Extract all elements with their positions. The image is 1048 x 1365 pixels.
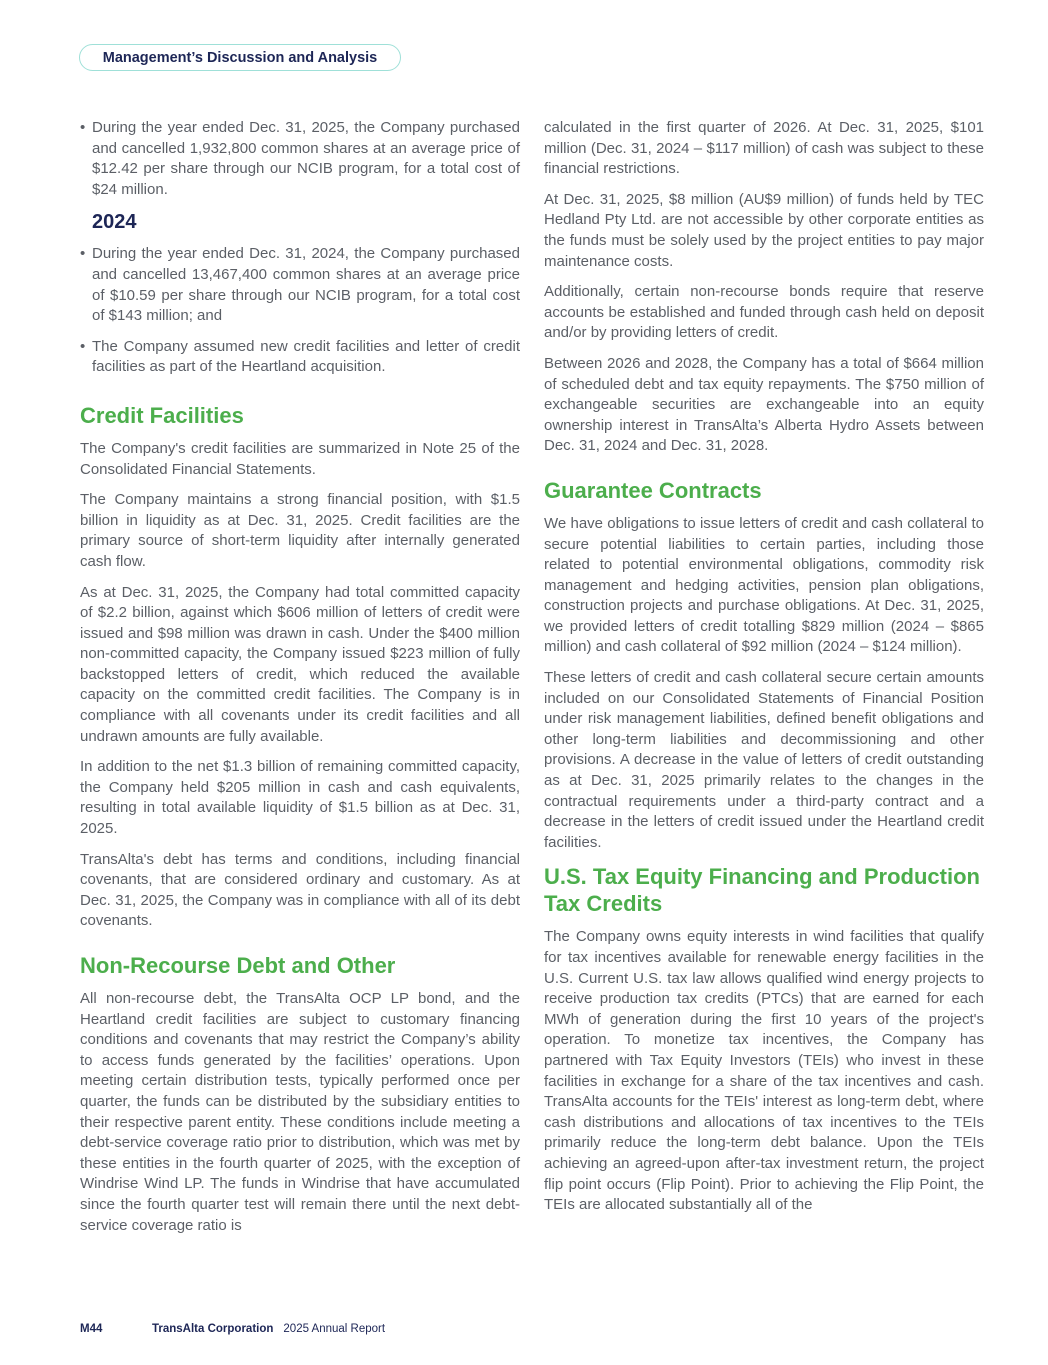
- left-column: [80, 118, 520, 1246]
- paragraph: The Company maintains a strong financial position, with $1.5 billion in liquidity as at Dec. 31, 2025. Credit facilities are the primary source of short-term liquidity after internally generated cash flow.: [80, 491, 520, 570]
- heading-guarantee-contracts: Guarantee Contracts: [544, 477, 762, 503]
- report-title: 2025 Annual Report: [283, 1323, 386, 1335]
- paragraph: At Dec. 31, 2025, $8 million (AU$9 million) of funds held by TEC Hedland Pty Ltd. are not accessible by other corporate entities as the funds must be solely used by the project entities to pay major maintenance costs.: [544, 190, 984, 270]
- right-column: [544, 118, 984, 1226]
- company-name: TransAlta Corporation: [152, 1323, 274, 1335]
- section-label: Management’s Discussion and Analysis: [79, 44, 401, 71]
- paragraph: Between 2026 and 2028, the Company has a total of $664 million of scheduled debt and tax equity repayments. The $750 million of exchangeable securities are exchangeable into an equity ownership interest in TransAlta’s Alberta Hydro Assets between Dec. 31, 2024 and Dec. 31, 2028.: [544, 354, 984, 455]
- heading-credit-facilities: Credit Facilities: [80, 402, 244, 428]
- paragraph: We have obligations to issue letters of credit and cash collateral to secure potential liabilities to certain parties, including those related to potential environmental obligations, commodity risk management and hedging activities, pension plan obligations, construction projects and purchase obligations. At Dec. 31, 2025, we provided letters of credit totalling $829 million (2024 – $865 million) and cash collateral of $92 million (2024 – $124 million).: [544, 514, 984, 656]
- paragraph: TransAlta's debt has terms and conditions, including financial covenants, that are considered ordinary and customary. As at Dec. 31, 2025, the Company was in compliance with all of its debt covenants.: [80, 850, 520, 930]
- paragraph: calculated in the first quarter of 2026. At Dec. 31, 2025, $101 million (Dec. 31, 2024 – $117 million) of cash was subject to these financial restrictions.: [544, 119, 984, 178]
- footer: [80, 1323, 385, 1335]
- page-number: M44: [80, 1323, 103, 1335]
- heading-tax-equity: U.S. Tax Equity Financing and Production Tax Credits: [544, 864, 980, 917]
- bullet-item: • During the year ended Dec. 31, 2024, the Company purchased and cancelled 13,467,400 common shares at an average price of $10.59 per share through our NCIB program, for a total cost of $143 million; and: [80, 244, 520, 326]
- paragraph: As at Dec. 31, 2025, the Company had total committed capacity of $2.2 billion, against which $606 million of letters of credit were issued and $98 million was drawn in cash. Under the $400 million non-committed capacity, the Company issued $223 million of fully backstopped letters of credit, which reduced the available capacity on the committed credit facilities. The Company is in compliance with all covenants under its credit facilities and all undrawn amounts are fully available.: [80, 583, 520, 745]
- bullet-item: • During the year ended Dec. 31, 2025, the Company purchased and cancelled 1,932,800 common shares at an average price of $12.42 per share through our NCIB program, for a total cost of $24 million.: [80, 118, 520, 200]
- paragraph: In addition to the net $1.3 billion of remaining committed capacity, the Company held $205 million in cash and cash equivalents, resulting in total available liquidity of $1.5 billion as at Dec. 31, 2025.: [80, 758, 520, 838]
- paragraph: These letters of credit and cash collateral secure certain amounts included on our Consolidated Statements of Financial Position under risk management liabilities, defined benefit obligations and other long-term liabilities and decommissioning and other provisions. A decrease in the value of letters of credit outstanding as at Dec. 31, 2025 primarily relates to the changes in the contractual requirements under a third-party contract and a decrease in the letters of credit issued under the Heartland credit facilities.: [544, 669, 984, 851]
- paragraph: All non-recourse debt, the TransAlta OCP LP bond, and the Heartland credit facilities are subject to customary financing conditions and covenants that may restrict the Company’s ability to access funds generated by the facilities’ operations. Upon meeting certain distribution tests, typically performed once per quarter, the funds can be distributed by the subsidiary entities to their respective parent entity. These conditions include meeting a debt-service coverage ratio prior to distribution, which was met by these entities in the fourth quarter of 2025, with the exception of Windrise Wind LP. The funds in Windrise that have accumulated since the fourth quarter test will remain there until the next debt-service coverage ratio is: [80, 990, 520, 1234]
- bullet-item: • The Company assumed new credit facilities and letter of credit facilities as part of the Heartland acquisition.: [80, 337, 520, 378]
- paragraph: The Company owns equity interests in wind facilities that qualify for tax incentives available for renewable energy facilities in the U.S. Current U.S. tax law allows qualified wind energy projects to receive production tax credits (PTCs) that are earned for each MWh of generation during the first 10 years of the project's operation. To monetize tax incentives, the Company has partnered with Tax Equity Investors (TEIs) who invest in these facilities in exchange for a share of the tax incentives and cash. TransAlta accounts for the TEIs' interest as long-term debt, where cash distributions and allocations of tax incentives to the TEIs primarily reduce the long-term debt balance. Upon the TEIs achieving an agreed-upon after-tax investment return, the project flip point occurs (Flip Point). Prior to achieving the Flip Point, the TEIs are allocated substantially all of the: [544, 928, 984, 1214]
- paragraph: The Company's credit facilities are summarized in Note 25 of the Consolidated Financial Statements.: [80, 439, 520, 478]
- heading-non-recourse-debt: Non-Recourse Debt and Other: [80, 953, 396, 978]
- year-heading: 2024: [92, 211, 137, 234]
- paragraph: Additionally, certain non-recourse bonds require that reserve accounts be established and funded through cash held on deposit and/or by providing letters of credit.: [544, 283, 984, 342]
